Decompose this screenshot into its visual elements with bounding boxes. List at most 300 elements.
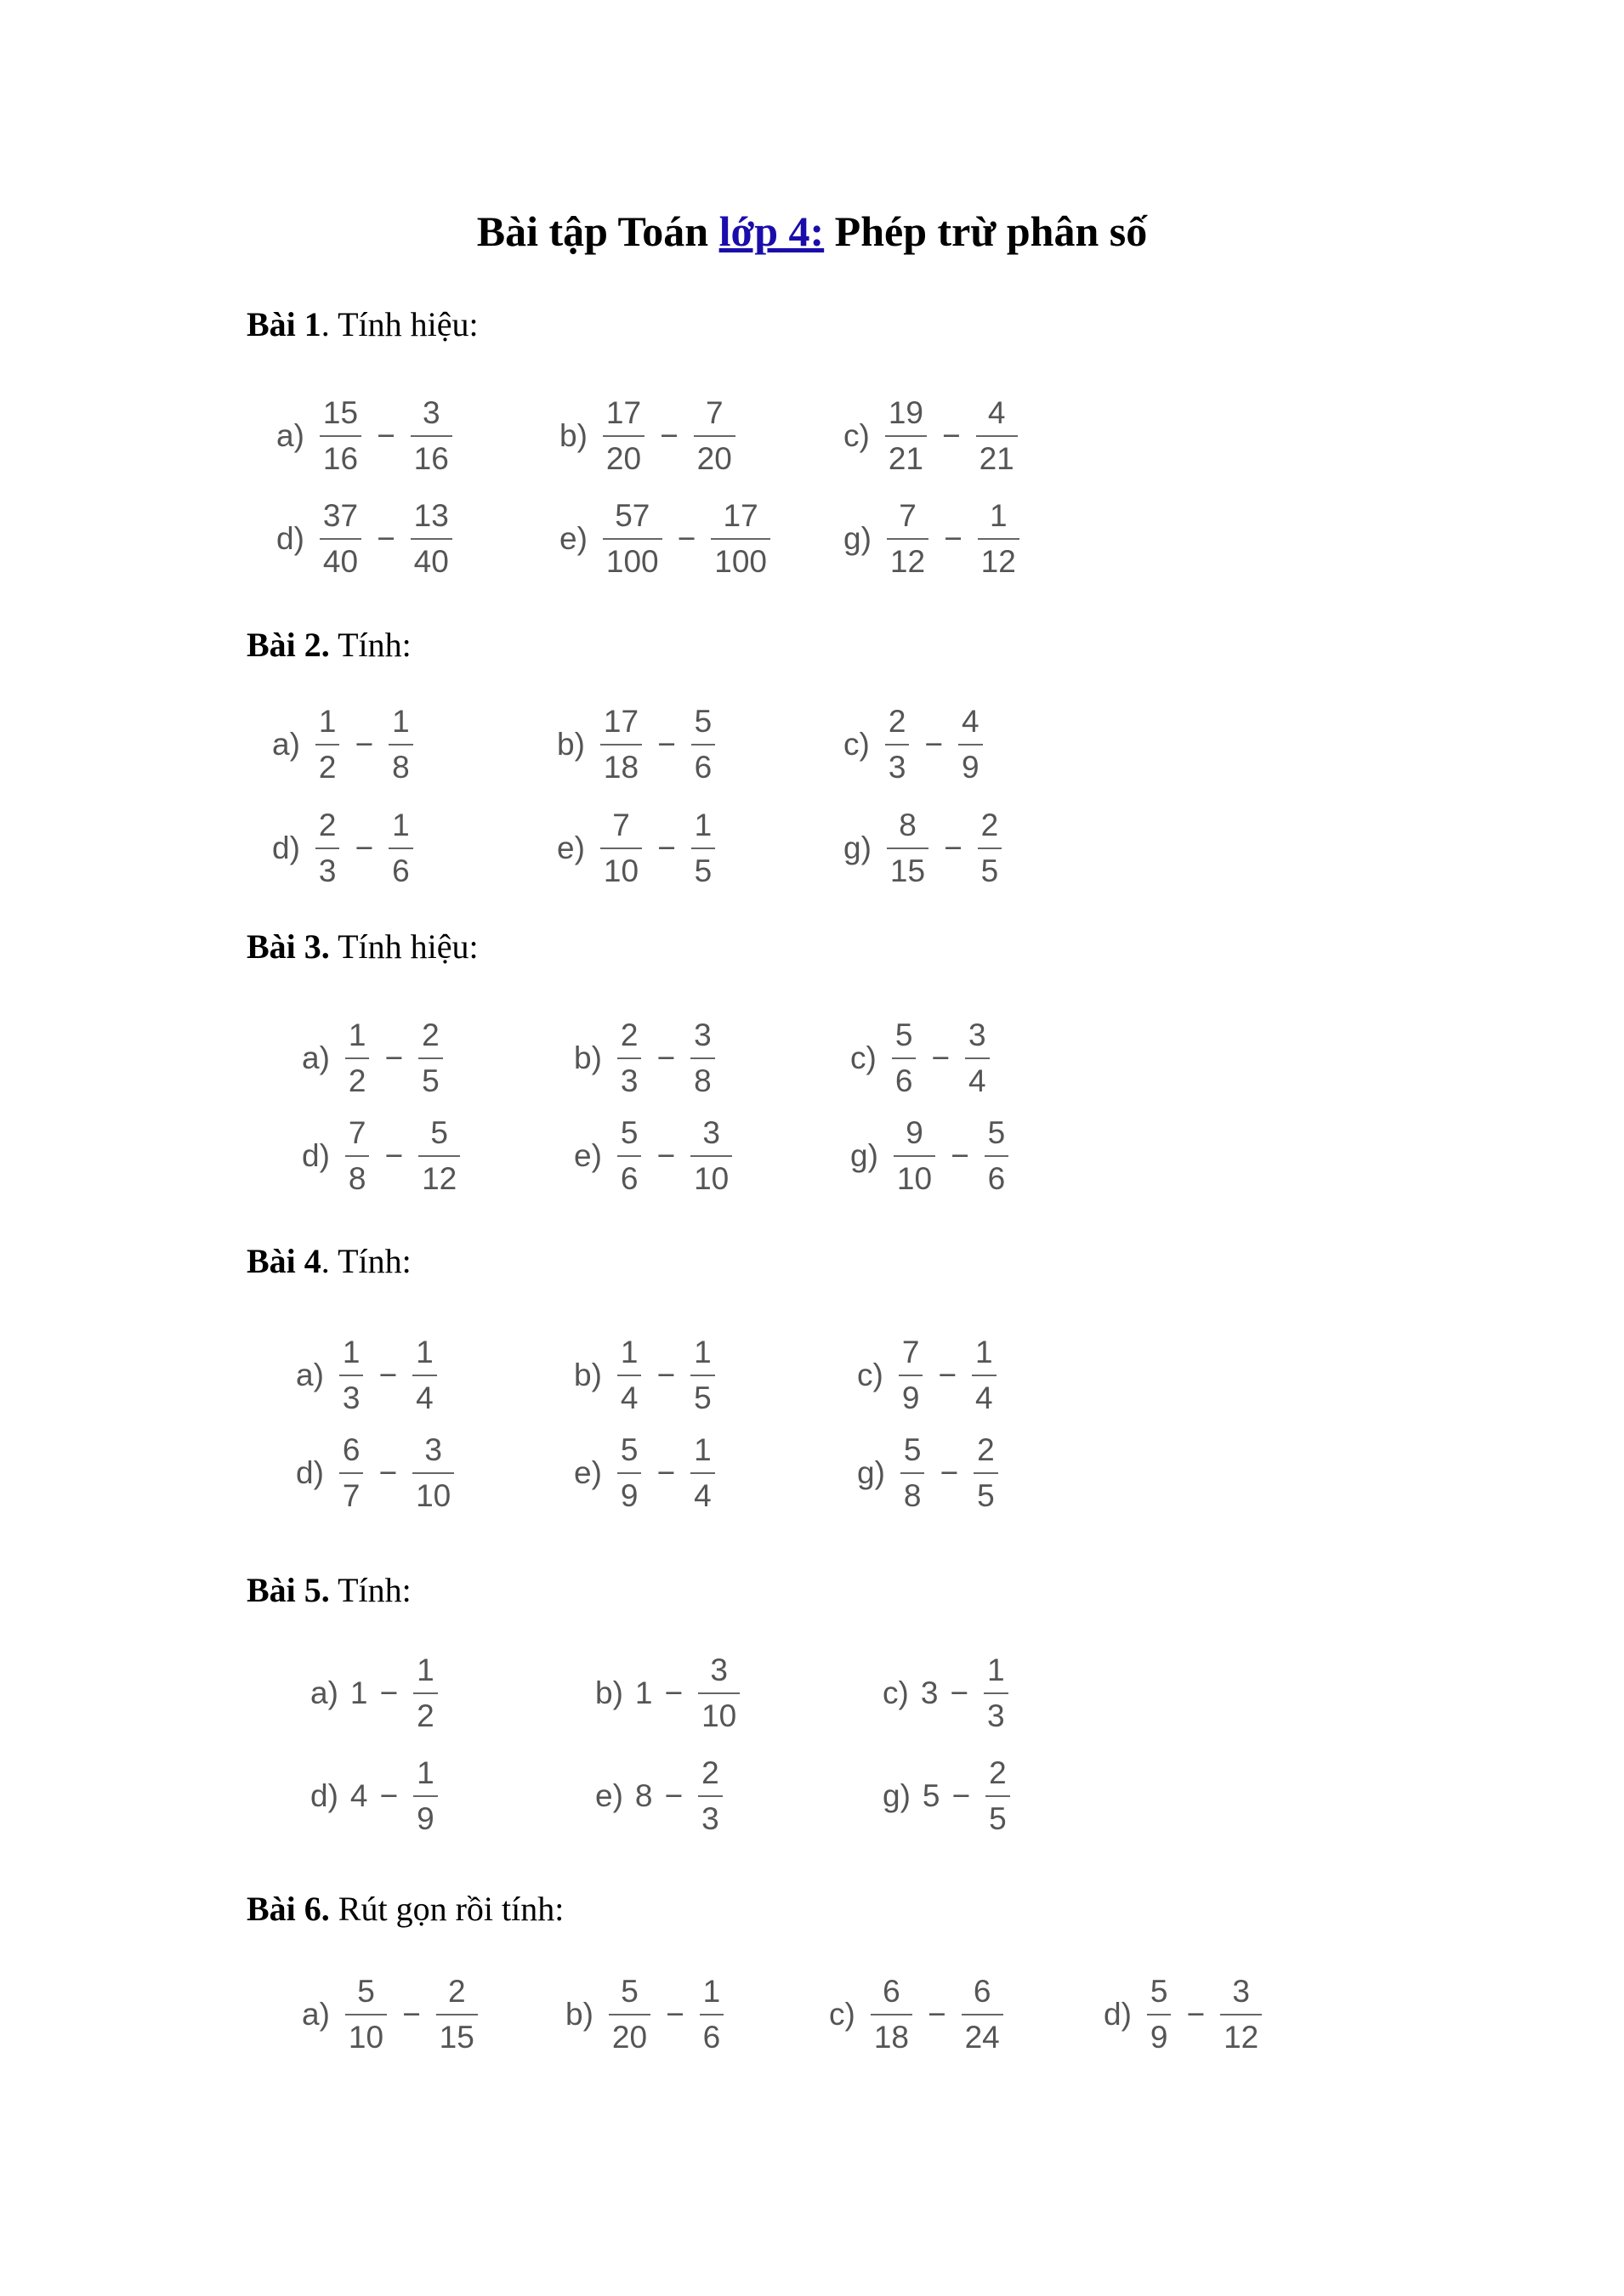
numerator: 1 — [342, 1335, 361, 1369]
section-label: Bài 6. — [247, 1890, 330, 1928]
exercise-item — [843, 702, 986, 787]
exercise-item — [272, 806, 417, 891]
denominator: 12 — [422, 1161, 457, 1196]
item-label: d) — [1104, 1997, 1132, 2032]
numerator: 1 — [392, 808, 410, 842]
exercise-item — [1104, 1972, 1265, 2057]
minus-sign: − — [664, 1675, 684, 1710]
numerator: 3 — [1232, 1974, 1250, 2009]
item-label: b) — [574, 1358, 602, 1392]
section-heading — [247, 1241, 412, 1282]
denominator: 12 — [889, 544, 926, 579]
denominator: 6 — [392, 853, 410, 888]
subtrahend-fraction — [412, 1431, 454, 1515]
minus-sign: − — [1186, 1997, 1206, 2032]
section-separator — [330, 1571, 338, 1609]
exercise-item — [574, 1333, 718, 1418]
whole-number: 3 — [920, 1675, 939, 1710]
subtrahend-fraction — [984, 1652, 1008, 1735]
denominator: 40 — [413, 544, 449, 579]
item-label: g) — [843, 831, 872, 865]
fraction-bar — [411, 538, 452, 540]
numerator: 1 — [416, 1335, 434, 1369]
minuend-fraction — [887, 497, 928, 581]
exercise-item — [559, 496, 774, 581]
denominator: 4 — [975, 1380, 993, 1415]
denominator: 12 — [1224, 2020, 1259, 2055]
minuend-fraction — [603, 497, 662, 581]
numerator: 7 — [899, 498, 917, 533]
denominator: 5 — [989, 1801, 1007, 1836]
fraction-bar — [972, 1375, 997, 1376]
fraction-bar — [698, 1795, 723, 1797]
numerator: 5 — [1150, 1974, 1168, 2009]
minuend-fraction — [600, 703, 642, 786]
minus-sign: − — [950, 1675, 969, 1710]
denominator: 5 — [694, 1380, 712, 1415]
numerator: 1 — [694, 1432, 712, 1467]
denominator: 5 — [980, 853, 999, 888]
minus-sign: − — [944, 831, 962, 865]
minus-sign: − — [377, 521, 395, 556]
minus-sign: − — [656, 1455, 676, 1490]
denominator: 9 — [1150, 2020, 1168, 2055]
numerator: 1 — [694, 1335, 712, 1369]
section-heading — [247, 625, 412, 666]
exercise-item — [272, 702, 417, 787]
numerator: 5 — [357, 1974, 375, 2009]
subtrahend-fraction — [691, 703, 716, 786]
fraction-bar — [978, 848, 1002, 849]
exercise-item — [557, 806, 718, 891]
item-label: d) — [276, 521, 304, 556]
denominator: 20 — [605, 441, 642, 476]
minus-sign: − — [944, 521, 962, 556]
section-label: Bài 3. — [247, 927, 330, 966]
minus-sign: − — [931, 1040, 951, 1075]
denominator: 3 — [318, 853, 337, 888]
numerator: 5 — [894, 1018, 913, 1052]
minuend-fraction — [315, 703, 340, 786]
denominator: 6 — [620, 1161, 639, 1196]
numerator: 1 — [620, 1335, 639, 1369]
fraction-bar — [985, 1155, 1009, 1157]
fraction-bar — [389, 848, 413, 849]
subtrahend-fraction — [690, 1334, 715, 1417]
denominator: 8 — [694, 1063, 712, 1098]
subtrahend-fraction — [690, 1114, 732, 1198]
section-heading — [247, 1889, 564, 1930]
subtrahend-fraction — [412, 1334, 437, 1417]
fraction-bar — [985, 1795, 1010, 1797]
whole-number: 8 — [634, 1778, 653, 1813]
exercise-item — [296, 1431, 457, 1516]
numerator: 2 — [888, 704, 906, 739]
exercise-item — [857, 1431, 1002, 1516]
section-separator — [330, 626, 338, 664]
minuend-fraction — [885, 703, 910, 786]
denominator: 16 — [322, 441, 359, 476]
item-label: b) — [559, 418, 588, 453]
numerator: 17 — [603, 704, 639, 739]
fraction-bar — [965, 1057, 990, 1059]
denominator: 5 — [694, 853, 713, 888]
whole-number: 5 — [922, 1778, 940, 1813]
fraction-bar — [320, 538, 361, 540]
numerator: 9 — [906, 1115, 923, 1150]
minus-sign: − — [666, 1997, 684, 2032]
denominator: 6 — [694, 750, 713, 785]
denominator: 21 — [888, 441, 923, 476]
fraction-bar — [345, 1155, 370, 1157]
numerator: 6 — [973, 1974, 991, 2009]
item-label: a) — [302, 1040, 330, 1075]
subtrahend-fraction — [411, 497, 452, 581]
minuend-fraction — [345, 1973, 387, 2056]
section-separator: . — [321, 305, 338, 343]
numerator: 13 — [413, 498, 449, 533]
numerator: 6 — [342, 1432, 361, 1467]
numerator: 3 — [710, 1653, 728, 1687]
fraction-bar — [411, 435, 452, 437]
fraction-bar — [418, 1057, 443, 1059]
section-label: Bài 4 — [247, 1242, 321, 1280]
subtrahend-fraction — [711, 497, 770, 581]
subtrahend-fraction — [690, 1431, 715, 1515]
item-label: g) — [843, 521, 872, 556]
item-label: b) — [574, 1040, 602, 1075]
fraction-bar — [887, 538, 928, 540]
item-label: c) — [883, 1675, 909, 1710]
fraction-bar — [345, 2014, 387, 2015]
exercise-item — [850, 1114, 1012, 1199]
item-label: b) — [557, 727, 585, 762]
minuend-fraction — [345, 1017, 370, 1100]
exercise-item — [595, 1754, 726, 1839]
minus-sign: − — [951, 1138, 969, 1173]
subtrahend-fraction — [389, 807, 413, 890]
subtrahend-fraction — [958, 703, 983, 786]
item-label: d) — [296, 1455, 324, 1490]
item-label: e) — [557, 831, 585, 865]
fraction-bar — [412, 1472, 454, 1474]
exercise-item — [310, 1754, 441, 1839]
minus-sign: − — [355, 727, 374, 762]
exercise-item — [843, 496, 1023, 581]
minus-sign: − — [656, 1358, 676, 1392]
minuend-fraction — [617, 1431, 642, 1515]
numerator: 3 — [702, 1115, 720, 1150]
minuend-fraction — [345, 1114, 370, 1198]
exercise-item — [574, 1016, 718, 1101]
numerator: 5 — [430, 1115, 448, 1150]
subtrahend-fraction — [413, 1755, 438, 1838]
denominator: 4 — [416, 1380, 434, 1415]
fraction-bar — [315, 744, 340, 745]
subtrahend-fraction — [972, 1334, 997, 1417]
minuend-fraction — [899, 1334, 923, 1417]
minuend-fraction — [339, 1431, 364, 1515]
section-heading — [247, 1570, 412, 1611]
denominator: 100 — [714, 544, 767, 579]
denominator: 10 — [603, 853, 639, 888]
subtrahend-fraction — [974, 1431, 998, 1515]
denominator: 100 — [605, 544, 659, 579]
exercise-item — [595, 1651, 743, 1736]
minuend-fraction — [894, 1114, 935, 1198]
numerator: 8 — [899, 808, 917, 842]
subtrahend-fraction — [985, 1755, 1010, 1838]
fraction-bar — [691, 744, 716, 745]
denominator: 3 — [620, 1063, 639, 1098]
subtrahend-fraction — [436, 1973, 478, 2056]
fraction-bar — [900, 1472, 925, 1474]
minuend-fraction — [871, 1973, 912, 2056]
numerator: 3 — [968, 1018, 986, 1052]
fraction-bar — [711, 538, 770, 540]
numerator: 1 — [417, 1653, 434, 1687]
subtrahend-fraction — [962, 1973, 1003, 2056]
numerator: 19 — [888, 395, 923, 430]
fraction-bar — [871, 2014, 912, 2015]
denominator: 8 — [392, 750, 410, 785]
fraction-bar — [976, 435, 1018, 437]
item-label: e) — [574, 1455, 602, 1490]
exercise-item — [843, 806, 1005, 891]
numerator: 2 — [422, 1018, 440, 1052]
item-label: a) — [302, 1997, 330, 2032]
minuend-fraction — [900, 1431, 925, 1515]
minuend-fraction — [609, 1973, 650, 2056]
denominator: 2 — [348, 1063, 366, 1098]
minus-sign: − — [379, 1675, 399, 1710]
fraction-bar — [315, 848, 340, 849]
numerator: 3 — [422, 395, 440, 430]
item-label: c) — [857, 1358, 883, 1392]
denominator: 3 — [987, 1698, 1005, 1733]
section-label: Bài 5. — [247, 1571, 330, 1609]
numerator: 2 — [701, 1755, 719, 1790]
fraction-bar — [617, 1155, 642, 1157]
minuend-fraction — [315, 807, 340, 890]
fraction-bar — [600, 744, 642, 745]
title-prefix: Bài tập Toán — [476, 207, 719, 255]
denominator: 5 — [422, 1063, 440, 1098]
subtrahend-fraction — [1220, 1973, 1262, 2056]
section-label: Bài 1 — [247, 305, 321, 343]
exercise-item — [310, 1651, 441, 1736]
exercise-item — [559, 394, 739, 479]
minuend-fraction — [600, 807, 642, 890]
minus-sign: − — [940, 1455, 959, 1490]
fraction-bar — [691, 848, 716, 849]
denominator: 12 — [980, 544, 1016, 579]
minuend-fraction — [617, 1114, 642, 1198]
section-instruction: Tính hiệu: — [338, 305, 479, 343]
exercise-item — [574, 1114, 735, 1199]
minuend-fraction — [1147, 1973, 1172, 2056]
minus-sign: − — [377, 418, 395, 453]
denominator: 18 — [873, 2020, 909, 2055]
fraction-bar — [894, 1155, 935, 1157]
numerator: 37 — [322, 498, 359, 533]
minuend-fraction — [887, 807, 928, 890]
numerator: 7 — [612, 808, 630, 842]
minus-sign: − — [355, 831, 374, 865]
numerator: 6 — [883, 1974, 900, 2009]
denominator: 5 — [977, 1478, 995, 1513]
denominator: 6 — [894, 1063, 913, 1098]
numerator: 2 — [447, 1974, 466, 2009]
numerator: 17 — [723, 498, 758, 533]
section-instruction: Tính: — [338, 1571, 412, 1609]
item-label: g) — [883, 1778, 911, 1813]
fraction-bar — [958, 744, 983, 745]
numerator: 1 — [348, 1018, 366, 1052]
minus-sign: − — [384, 1138, 404, 1173]
numerator: 1 — [702, 1974, 721, 2009]
minus-sign: − — [927, 1997, 946, 2032]
denominator: 24 — [964, 2020, 1000, 2055]
item-label: e) — [559, 521, 588, 556]
minus-sign: − — [384, 1040, 404, 1075]
subtrahend-fraction — [978, 807, 1002, 890]
minuend-fraction — [885, 394, 927, 478]
denominator: 18 — [603, 750, 639, 785]
fraction-bar — [690, 1155, 732, 1157]
denominator: 4 — [968, 1063, 986, 1098]
minus-sign: − — [924, 727, 944, 762]
section-heading — [247, 927, 479, 967]
grade-link[interactable]: lớp 4: — [718, 207, 825, 255]
fraction-bar — [690, 1472, 715, 1474]
denominator: 3 — [701, 1801, 719, 1836]
denominator: 10 — [348, 2020, 384, 2055]
minus-sign: − — [951, 1778, 971, 1813]
exercise-item — [276, 394, 456, 479]
fraction-bar — [698, 1692, 740, 1694]
denominator: 8 — [903, 1478, 922, 1513]
numerator: 3 — [424, 1432, 442, 1467]
denominator: 8 — [348, 1161, 366, 1196]
numerator: 5 — [903, 1432, 922, 1467]
numerator: 1 — [694, 808, 713, 842]
subtrahend-fraction — [700, 1973, 724, 2056]
item-label: a) — [296, 1358, 324, 1392]
subtrahend-fraction — [411, 394, 452, 478]
denominator: 3 — [888, 750, 906, 785]
minus-sign: − — [656, 1040, 676, 1075]
fraction-bar — [978, 538, 1019, 540]
exercise-item — [296, 1333, 440, 1418]
numerator: 57 — [615, 498, 650, 533]
numerator: 1 — [392, 704, 410, 739]
exercise-item — [843, 394, 1021, 479]
numerator: 7 — [348, 1115, 366, 1150]
numerator: 7 — [901, 1335, 920, 1369]
fraction-bar — [885, 435, 927, 437]
exercise-item — [276, 496, 456, 581]
exercise-item — [302, 1972, 481, 2057]
fraction-bar — [962, 2014, 1003, 2015]
minuend-fraction — [617, 1017, 642, 1100]
exercise-item — [565, 1972, 727, 2057]
subtrahend-fraction — [976, 394, 1018, 478]
subtrahend-fraction — [694, 394, 735, 478]
whole-number: 1 — [349, 1675, 368, 1710]
minus-sign: − — [378, 1358, 398, 1392]
numerator: 2 — [620, 1018, 639, 1052]
whole-number: 1 — [634, 1675, 653, 1710]
denominator: 15 — [439, 2020, 474, 2055]
denominator: 9 — [417, 1801, 434, 1836]
fraction-bar — [887, 848, 928, 849]
numerator: 2 — [977, 1432, 995, 1467]
section-separator — [330, 927, 338, 966]
subtrahend-fraction — [965, 1017, 990, 1100]
item-label: a) — [276, 418, 304, 453]
fraction-bar — [974, 1472, 998, 1474]
numerator: 1 — [975, 1335, 993, 1369]
denominator: 20 — [696, 441, 732, 476]
denominator: 40 — [322, 544, 359, 579]
exercise-item — [302, 1114, 463, 1199]
fraction-bar — [339, 1375, 364, 1376]
denominator: 10 — [896, 1161, 933, 1196]
fraction-bar — [700, 2014, 724, 2015]
minus-sign: − — [402, 1997, 421, 2032]
subtrahend-fraction — [418, 1017, 443, 1100]
denominator: 9 — [620, 1478, 639, 1513]
numerator: 7 — [705, 395, 724, 430]
section-instruction: Tính: — [338, 1242, 412, 1280]
exercise-item — [857, 1333, 1000, 1418]
subtrahend-fraction — [978, 497, 1019, 581]
numerator: 17 — [605, 395, 642, 430]
numerator: 5 — [987, 1115, 1006, 1150]
numerator: 5 — [620, 1432, 639, 1467]
denominator: 7 — [342, 1478, 361, 1513]
item-label: c) — [850, 1040, 877, 1075]
fraction-bar — [600, 848, 642, 849]
numerator: 1 — [318, 704, 337, 739]
fraction-bar — [690, 1057, 715, 1059]
title-suffix: Phép trừ phân số — [824, 207, 1148, 255]
fraction-bar — [412, 1375, 437, 1376]
minuend-fraction — [617, 1334, 642, 1417]
section-label: Bài 2. — [247, 626, 330, 664]
exercise-item — [574, 1431, 718, 1516]
numerator: 2 — [318, 808, 337, 842]
fraction-bar — [603, 435, 644, 437]
subtrahend-fraction — [690, 1017, 715, 1100]
numerator: 5 — [621, 1974, 639, 2009]
denominator: 9 — [962, 750, 980, 785]
denominator: 16 — [413, 441, 449, 476]
fraction-bar — [389, 744, 413, 745]
denominator: 21 — [979, 441, 1014, 476]
numerator: 2 — [989, 1755, 1007, 1790]
exercise-item — [883, 1651, 1012, 1736]
denominator: 6 — [702, 2020, 721, 2055]
section-separator: . — [321, 1242, 338, 1280]
denominator: 15 — [889, 853, 926, 888]
numerator: 2 — [980, 808, 999, 842]
fraction-bar — [617, 1057, 642, 1059]
denominator: 3 — [342, 1380, 361, 1415]
section-separator — [330, 1890, 338, 1928]
fraction-bar — [320, 435, 361, 437]
